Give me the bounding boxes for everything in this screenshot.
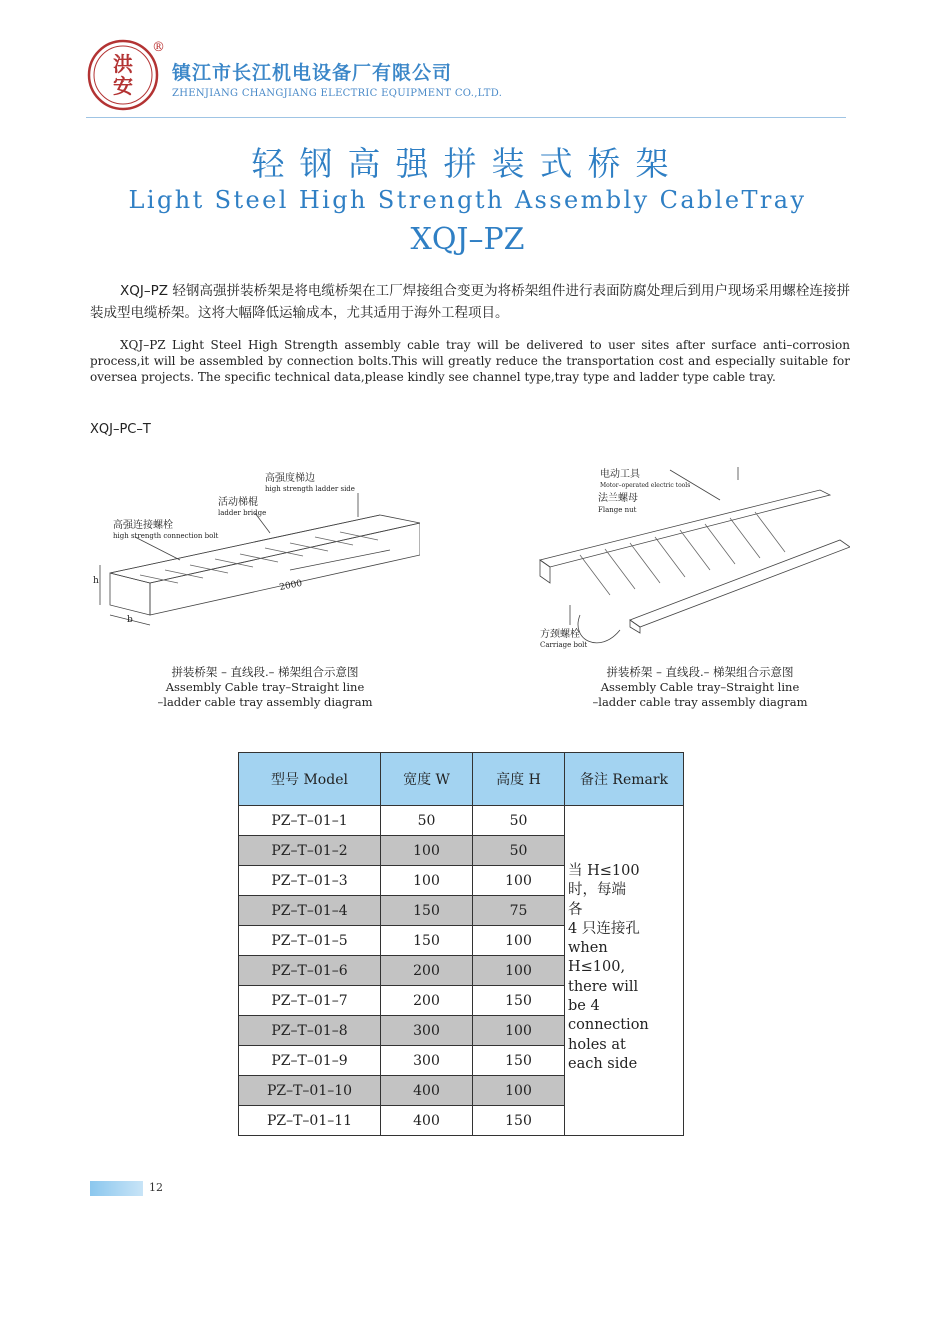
cell-width: 300 (381, 1046, 473, 1076)
svg-text:洪: 洪 (113, 52, 133, 76)
section-label: XQJ–PC–T (90, 422, 151, 437)
caption-left-cn: 拼装桥架 – 直线段.– 梯架组合示意图 (171, 665, 359, 679)
cell-height: 150 (473, 1106, 565, 1136)
cell-model: PZ–T–01–6 (239, 956, 381, 986)
cell-remark (565, 806, 684, 1136)
cell-height: 75 (473, 896, 565, 926)
table-header-row (239, 753, 684, 806)
cell-width: 300 (381, 1016, 473, 1046)
ladder-tray-diagram-left (90, 455, 420, 655)
label-carriage-cn: 方颈螺栓 (540, 629, 580, 640)
cell-model: PZ–T–01–11 (239, 1106, 381, 1136)
svg-text:安: 安 (113, 74, 133, 98)
cell-model: PZ–T–01–5 (239, 926, 381, 956)
cell-height: 100 (473, 1076, 565, 1106)
cell-height: 100 (473, 926, 565, 956)
caption-right (535, 665, 865, 710)
label-nut-cn: 法兰螺母 (598, 493, 638, 504)
header-width: 宽度 W (381, 753, 473, 806)
cell-width: 150 (381, 896, 473, 926)
page-title-cn: 轻钢高强拼装式桥架 (251, 144, 684, 183)
cell-model: PZ–T–01–4 (239, 896, 381, 926)
label-ladder-bridge-cn: 活动梯棍 (218, 497, 258, 508)
remark-line: be 4 (568, 998, 600, 1015)
header-height: 高度 H (473, 753, 565, 806)
caption-right-cn: 拼装桥架 – 直线段.– 梯架组合示意图 (606, 665, 794, 679)
cell-width: 150 (381, 926, 473, 956)
caption-right-en2: –ladder cable tray assembly diagram (592, 695, 808, 709)
remark-line: each side (568, 1055, 638, 1072)
header-remark: 备注 Remark (565, 753, 684, 806)
cell-model: PZ–T–01–10 (239, 1076, 381, 1106)
page-title-en: Light Steel High Strength Assembly CableTray (128, 186, 807, 214)
cell-width: 100 (381, 836, 473, 866)
remark-line: when (568, 940, 608, 957)
caption-left-en2: –ladder cable tray assembly diagram (157, 695, 373, 709)
table-row (239, 806, 684, 836)
label-carriage-en: Carriage bolt (540, 641, 588, 649)
remark-line: holes at (568, 1036, 626, 1053)
cell-model: PZ–T–01–1 (239, 806, 381, 836)
cell-model: PZ–T–01–7 (239, 986, 381, 1016)
cell-width: 200 (381, 956, 473, 986)
cell-model: PZ–T–01–8 (239, 1016, 381, 1046)
caption-left (100, 665, 430, 710)
header-divider (86, 117, 846, 118)
remark-line: H≤100, (568, 959, 626, 976)
footer-bar (90, 1181, 143, 1196)
cell-model: PZ–T–01–9 (239, 1046, 381, 1076)
registered-mark: ® (152, 40, 165, 55)
caption-left-en1: Assembly Cable tray–Straight line (165, 680, 365, 694)
cell-width: 50 (381, 806, 473, 836)
remark-line: 当 H≤100 (568, 863, 640, 879)
remark-line: there will (568, 978, 639, 995)
caption-right-en1: Assembly Cable tray–Straight line (600, 680, 800, 694)
cell-model: PZ–T–01–3 (239, 866, 381, 896)
company-name-cn: 镇江市长江机电设备厂有限公司 (172, 62, 453, 84)
remark-line: 4 只连接孔 (568, 920, 640, 937)
label-ladder-side-cn: 高强度梯边 (265, 473, 315, 484)
cell-width: 400 (381, 1076, 473, 1106)
company-logo (86, 38, 160, 112)
remark-line: 各 (568, 901, 583, 918)
cell-height: 100 (473, 956, 565, 986)
cell-height: 150 (473, 986, 565, 1016)
page-number: 12 (149, 1181, 163, 1194)
cell-model: PZ–T–01–2 (239, 836, 381, 866)
label-bolt-en: high strength connection bolt (113, 532, 219, 540)
label-bolt-cn: 高强连接螺栓 (113, 520, 173, 531)
table-body (239, 806, 684, 1136)
label-ladder-side-en: high strength ladder side (265, 485, 355, 493)
spec-table (238, 752, 684, 1136)
label-length: 2000 (278, 578, 304, 593)
ladder-tray-diagram-right (520, 455, 850, 655)
cell-height: 50 (473, 836, 565, 866)
model-code: XQJ–PZ (410, 222, 525, 257)
cell-width: 400 (381, 1106, 473, 1136)
intro-paragraph-en: XQJ–PZ Light Steel High Strength assembly cable tray will be delivered to user sites after surface anti–corrosion process,it will be assembled by connection bolts.This will greatly reduce the transportation cost and especially suitable for oversea projects. The specific technical data,please kindly see channel type,tray type and ladder type cable tray. (90, 338, 850, 384)
cell-height: 100 (473, 866, 565, 896)
remark-line: connection (568, 1017, 649, 1034)
label-nut-en: Flange nut (598, 506, 637, 514)
cell-width: 200 (381, 986, 473, 1016)
label-tool-cn: 电动工具 (600, 469, 640, 480)
label-dim-h: h (93, 576, 99, 586)
header-model: 型号 Model (239, 753, 381, 806)
cell-width: 100 (381, 866, 473, 896)
cell-height: 150 (473, 1046, 565, 1076)
cell-height: 50 (473, 806, 565, 836)
company-name-en: ZHENJIANG CHANGJIANG ELECTRIC EQUIPMENT CO.,LTD. (172, 88, 503, 99)
cell-height: 100 (473, 1016, 565, 1046)
label-ladder-bridge-en: ladder bridge (218, 509, 267, 517)
remark-line: 时，每端 (568, 882, 626, 899)
intro-paragraph-cn: XQJ–PZ 轻钢高强拼装桥架是将电缆桥架在工厂焊接组合变更为将桥架组件进行表面防腐处理后到用户现场采用螺栓连接拼装成型电缆桥架。这将大幅降低运输成本，尤其适用于海外工程项目。 (90, 283, 850, 321)
label-dim-b: b (127, 615, 133, 625)
label-tool-en: Motor–operated electric tools (600, 482, 691, 489)
